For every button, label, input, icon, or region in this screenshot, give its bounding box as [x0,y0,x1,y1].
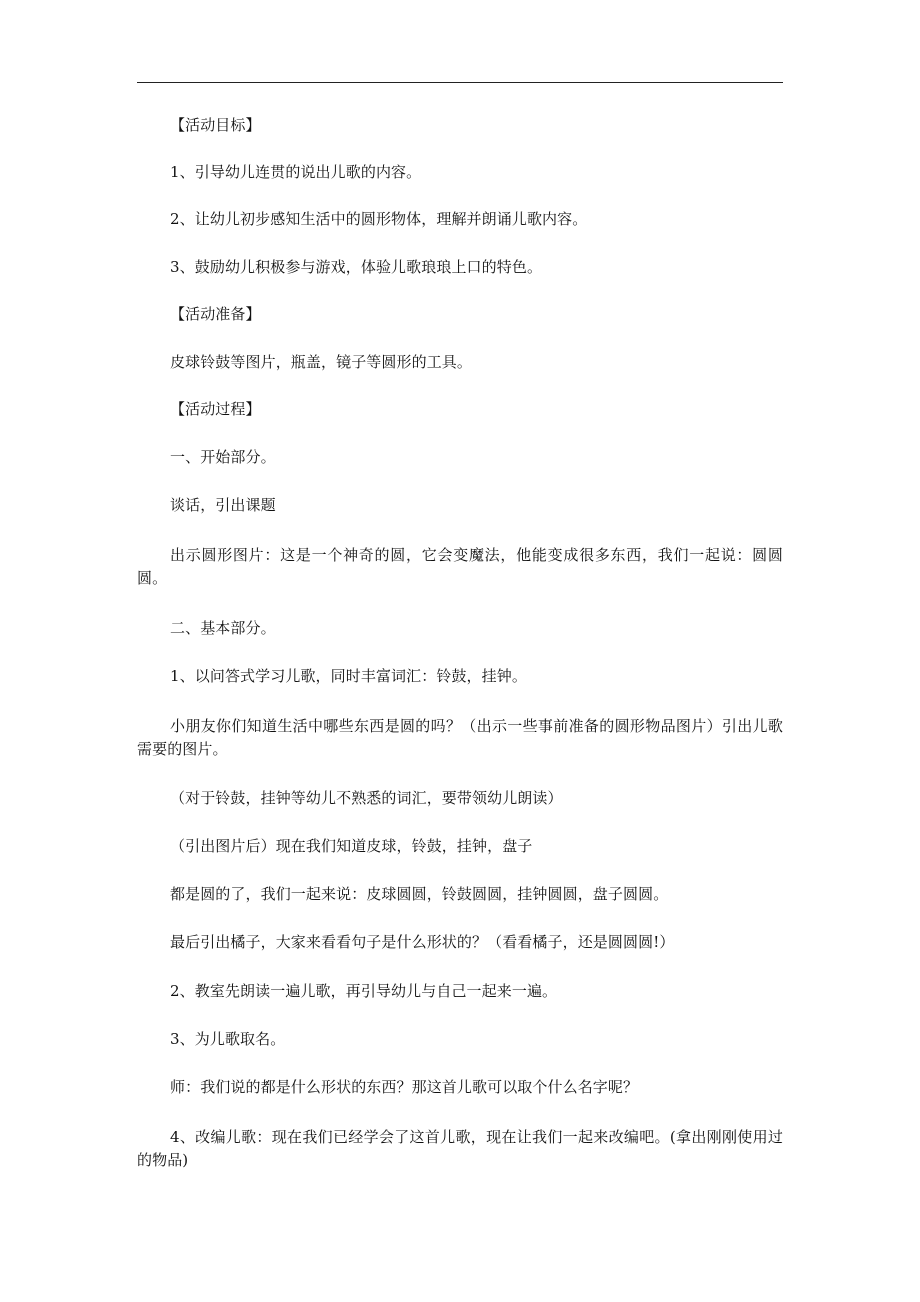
step-1: 1、以问答式学习儿歌，同时丰富词汇：铃鼓，挂钟。 [170,667,527,685]
objective-3: 3、鼓励幼儿积极参与游戏，体验儿歌琅琅上口的特色。 [170,258,543,276]
paragraph-teacher: 师：我们说的都是什么形状的东西？那这首儿歌可以取个什么名字呢？ [170,1078,639,1096]
paragraph-all-round: 都是圆的了，我们一起来说：皮球圆圆，铃鼓圆圆，挂钟圆圆，盘子圆圆。 [170,885,669,903]
paragraph-show-circle: 出示圆形图片：这是一个神奇的圆，它会变魔法，他能变成很多东西，我们一起说：圆圆圆。 [137,546,783,587]
preparation-text: 皮球铃鼓等图片，瓶盖，镜子等圆形的工具。 [170,353,473,371]
step-4: 4、改编儿歌：现在我们已经学会了这首儿歌，现在让我们一起来改编吧。(拿出刚刚使用过的物品) [137,1128,783,1169]
section-heading-preparation: 【活动准备】 [170,305,261,323]
step-3: 3、为儿歌取名。 [170,1030,286,1048]
part-one-heading: 一、开始部分。 [170,448,276,466]
section-heading-objectives: 【活动目标】 [170,116,261,134]
paragraph-note: （对于铃鼓，挂钟等幼儿不熟悉的词汇，要带领幼儿朗读） [170,789,563,807]
paragraph-talk: 谈话，引出课题 [170,496,276,514]
objective-2: 2、让幼儿初步感知生活中的圆形物体，理解并朗诵儿歌内容。 [170,210,588,228]
section-heading-process: 【活动过程】 [170,400,261,418]
header-rule [137,82,783,83]
paragraph-orange: 最后引出橘子，大家来看看句子是什么形状的？（看看橘子，还是圆圆圆!） [170,933,675,951]
paragraph-after-pictures: （引出图片后）现在我们知道皮球，铃鼓，挂钟，盘子 [170,837,533,855]
paragraph-question: 小朋友你们知道生活中哪些东西是圆的吗？（出示一些事前准备的圆形物品图片）引出儿歌需要的图片。 [137,717,783,758]
step-2: 2、教室先朗读一遍儿歌，再引导幼儿与自己一起来一遍。 [170,982,558,1000]
objective-1: 1、引导幼儿连贯的说出儿歌的内容。 [170,163,422,181]
part-two-heading: 二、基本部分。 [170,619,276,637]
